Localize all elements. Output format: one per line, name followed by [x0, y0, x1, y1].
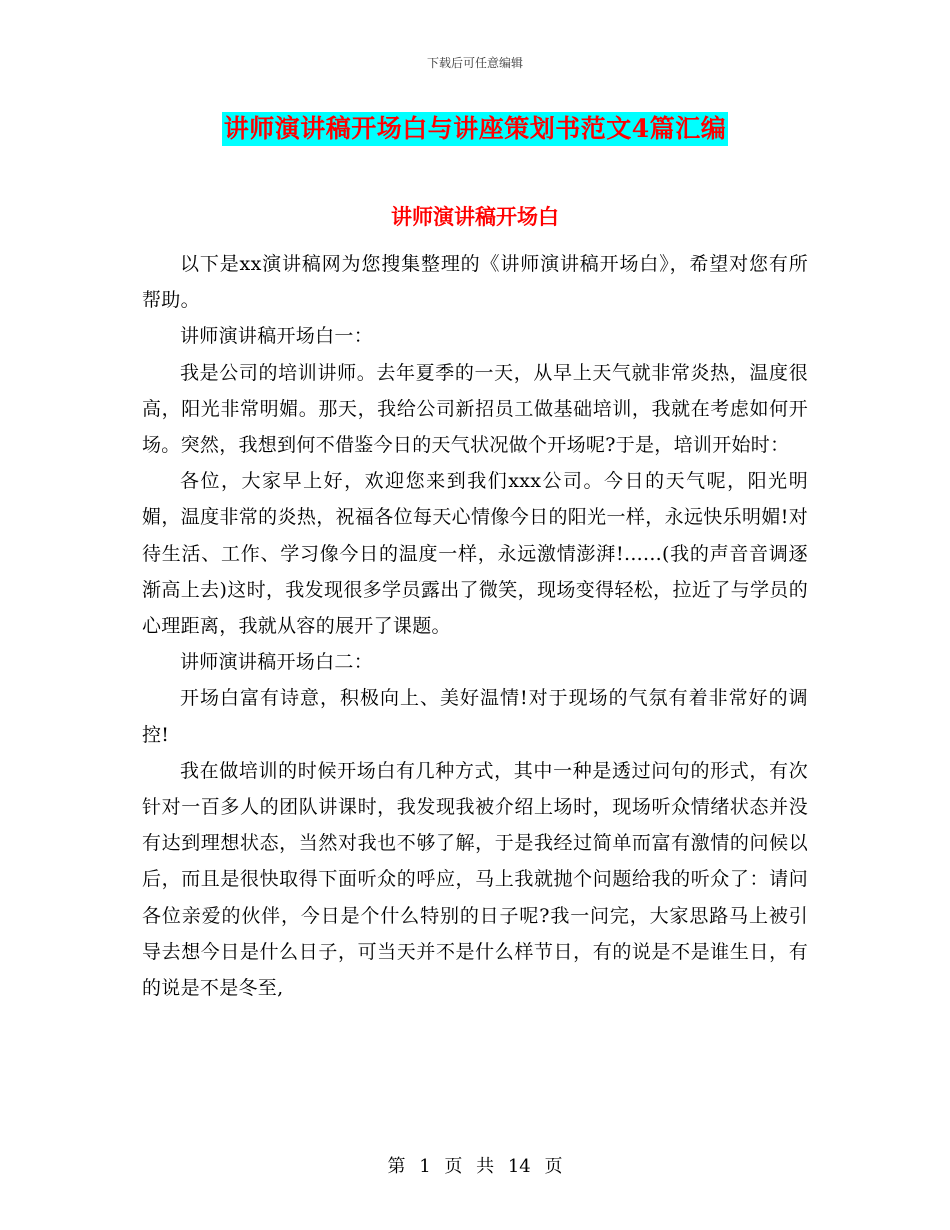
header-note: 下载后可任意编辑: [426, 56, 523, 70]
paragraph: 我是公司的培训讲师。去年夏季的一天，从早上天气就非常炎热，温度很高，阳光非常明媚。那天，我给公司新招员工做基础培训，我就在考虑如何开场。突然，我想到何不借鉴今日的天气状况做个开场呢?于是，培训开始时：: [142, 361, 808, 457]
paragraph-heading-two: 讲师演讲稿开场白二：: [180, 651, 374, 674]
paragraph-intro: 以下是xx演讲稿网为您搜集整理的《讲师演讲稿开场白》，希望对您有所帮助。: [142, 253, 808, 312]
paragraph: 我在做培训的时候开场白有几种方式，其中一种是透过问句的形式，有次针对一百多人的团队讲课时，我发现我被介绍上场时，现场听众情绪状态并没有达到理想状态，当然对我也不够了解，于是我经过简单而富有激情的问候以后，而且是很快取得下面听众的呼应，马上我就抛个问题给我的听众了：请问各位亲爱的伙伴，今日是个什么特别的日子呢?我一问完，大家思路马上被引导去想今日是什么日子，可当天并不是什么样节日，有的说是不是谁生日，有的说是不是冬至,: [142, 759, 808, 1000]
document-body: [142, 246, 808, 1006]
main-title: 讲师演讲稿开场白与讲座策划书范文4篇汇编: [222, 112, 728, 146]
paragraph: 各位，大家早上好，欢迎您来到我们xxx公司。今日的天气呢，阳光明媚，温度非常的炎热，祝福各位每天心情像今日的阳光一样，永远快乐明媚!对待生活、工作、学习像今日的温度一样，永远激情澎湃!......(我的声音音调逐渐高上去)这时，我发现很多学员露出了微笑，现场变得轻松，拉近了与学员的心理距离，我就从容的展开了课题。: [142, 470, 808, 638]
page-number-footer: 第 1 页 共 14 页: [387, 1156, 563, 1177]
paragraph-heading-one: 讲师演讲稿开场白一：: [180, 325, 374, 348]
main-title-wrap: [0, 112, 950, 146]
section-title: 讲师演讲稿开场白: [391, 204, 559, 229]
paragraph: 开场白富有诗意，积极向上、美好温情!对于现场的气氛有着非常好的调控!: [142, 687, 808, 746]
